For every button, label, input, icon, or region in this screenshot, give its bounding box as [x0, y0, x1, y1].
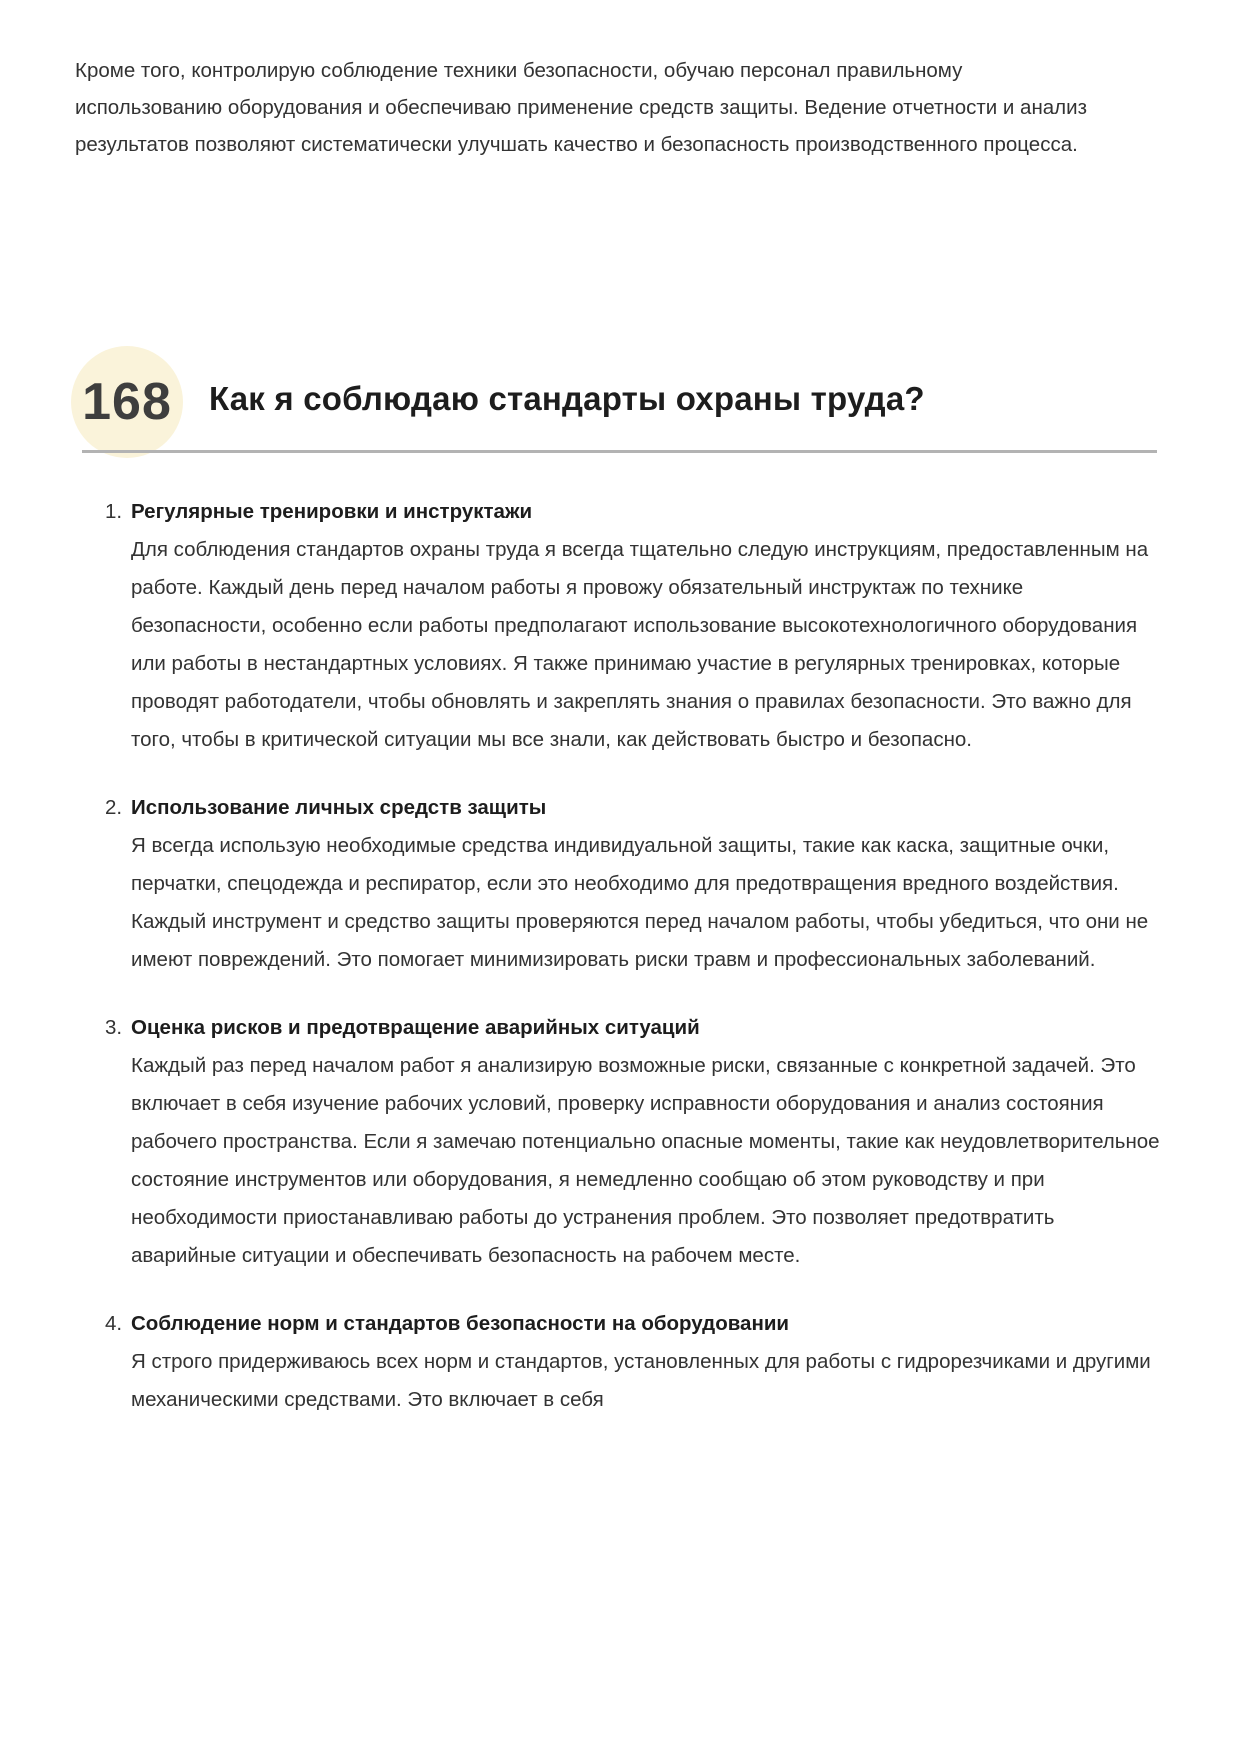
section-title: Как я соблюдаю стандарты охраны труда? [209, 380, 925, 417]
list-item-content [131, 789, 1163, 979]
section-number: 168 [82, 373, 172, 431]
section-number-badge [71, 346, 183, 458]
list-item [75, 789, 1164, 979]
list-item-content [131, 1305, 1163, 1419]
list-item-number: 2. [105, 796, 123, 819]
list-item-heading: Соблюдение норм и стандартов безопасности на оборудовании [131, 1312, 790, 1335]
list-item [75, 1009, 1164, 1275]
list-item [75, 493, 1164, 759]
numbered-list [75, 493, 1164, 1419]
list-item-number: 4. [105, 1312, 123, 1335]
section-header [75, 346, 1164, 458]
list-item-number: 3. [105, 1016, 123, 1039]
list-item-body: Я строго придерживаюсь всех норм и стандартов, установленных для работы с гидрорезчиками и другими механическими средствами. Это включает в себя [131, 1350, 1151, 1411]
list-item-content [131, 493, 1163, 759]
list-item-body: Каждый раз перед началом работ я анализирую возможные риски, связанные с конкретной задачей. Это включает в себя изучение рабочих условий, проверку исправности оборудования и анализ состояния рабочего пространства. Если я замечаю потенциально опасные моменты, такие как неудовлетворительное состояние инструментов или оборудования, я немедленно сообщаю об этом руководству и при необходимости приостанавливаю работы до устранения проблем. Это позволяет предотвратить аварийные ситуации и обеспечивать безопасность на рабочем месте. [131, 1054, 1160, 1267]
list-item-content [131, 1009, 1163, 1275]
list-item-heading: Использование личных средств защиты [131, 796, 547, 819]
intro-paragraph: Кроме того, контролирую соблюдение техники безопасности, обучаю персонал правильному использованию оборудования и обеспечиваю применение средств защиты. Ведение отчетности и анализ результатов позволяют систематически улучшать качество и безопасность производственного процесса. [75, 59, 1087, 156]
list-item-body: Я всегда использую необходимые средства индивидуальной защиты, такие как каска, защитные очки, перчатки, спецодежда и респиратор, если это необходимо для предотвращения вредного воздействия. Каждый инструмент и средство защиты проверяются перед началом работы, чтобы убедиться, что они не имеют повреждений. Это помогает минимизировать риски травм и профессиональных заболеваний. [131, 834, 1149, 971]
section-divider [82, 450, 1157, 453]
list-item-heading: Регулярные тренировки и инструктажи [131, 500, 533, 523]
list-item-body: Для соблюдения стандартов охраны труда я всегда тщательно следую инструкциям, предоставленным на работе. Каждый день перед началом работы я провожу обязательный инструктаж по технике безопасности, особенно если работы предполагают использование высокотехнологичного оборудования или работы в нестандартных условиях. Я также принимаю участие в регулярных тренировках, которые проводят работодатели, чтобы обновлять и закреплять знания о правилах безопасности. Это важно для того, чтобы в критической ситуации мы все знали, как действовать быстро и безопасно. [131, 538, 1149, 751]
list-item-heading: Оценка рисков и предотвращение аварийных ситуаций [131, 1016, 700, 1039]
list-item-number: 1. [105, 500, 123, 523]
list-item [75, 1305, 1164, 1419]
